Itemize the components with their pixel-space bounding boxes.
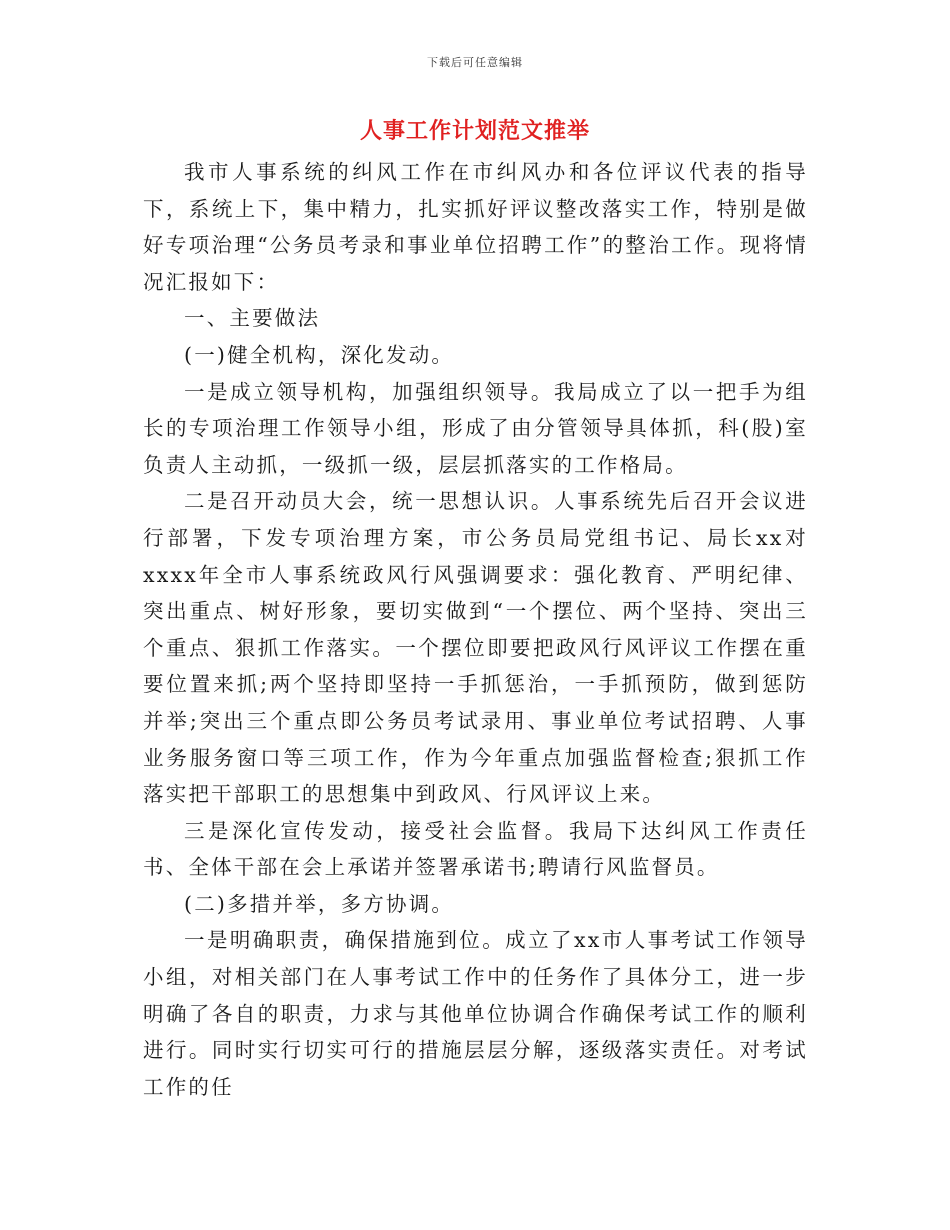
document-body	[143, 154, 808, 1105]
section-heading-main-practices: 一、主要做法	[184, 306, 321, 331]
paragraph-leadership: 一是成立领导机构，加强组织领导。我局成立了以一把手为组长的专项治理工作领导小组，形成了由分管领导具体抓，科(股)室负责人主动抓，一级抓一级，层层抓落实的工作格局。	[143, 379, 808, 477]
paragraph-mobilization: 二是召开动员大会，统一思想认识。人事系统先后召开会议进行部署，下发专项治理方案，市公务员局党组书记、局长xx对xxxx年全市人事系统政风行风强调要求：强化教育、严明纪律、突出重点、树好形象，要切实做到“一个摆位、两个坚持、突出三个重点、狠抓工作落实。一个摆位即要把政风行风评议工作摆在重要位置来抓;两个坚持即坚持一手抓惩治，一手抓预防，做到惩防并举;突出三个重点即公务员考试录用、事业单位考试招聘、人事业务服务窗口等三项工作，作为今年重点加强监督检查;狠抓工作落实把干部职工的思想集中到政风、行风评议上来。	[143, 489, 808, 807]
document-title: 人事工作计划范文推举	[359, 118, 590, 144]
page-header-note: 下载后可任意编辑	[427, 56, 523, 69]
subsection-heading-1: (一)健全机构，深化发动。	[184, 342, 455, 367]
subsection-heading-2: (二)多措并举，多方协调。	[184, 891, 455, 916]
paragraph-responsibilities: 一是明确职责，确保措施到位。成立了xx市人事考试工作领导小组，对相关部门在人事考试工作中的任务作了具体分工，进一步明确了各自的职责，力求与其他单位协调合作确保考试工作的顺利进行。同时实行切实可行的措施层层分解，逐级落实责任。对考试工作的任	[143, 928, 808, 1099]
paragraph-intro: 我市人事系统的纠风工作在市纠风办和各位评议代表的指导下，系统上下，集中精力，扎实抓好评议整改落实工作，特别是做好专项治理“公务员考录和事业单位招聘工作”的整治工作。现将情况汇报如下：	[143, 160, 808, 294]
paragraph-publicity: 三是深化宣传发动，接受社会监督。我局下达纠风工作责任书、全体干部在会上承诺并签署承诺书;聘请行风监督员。	[143, 818, 808, 880]
